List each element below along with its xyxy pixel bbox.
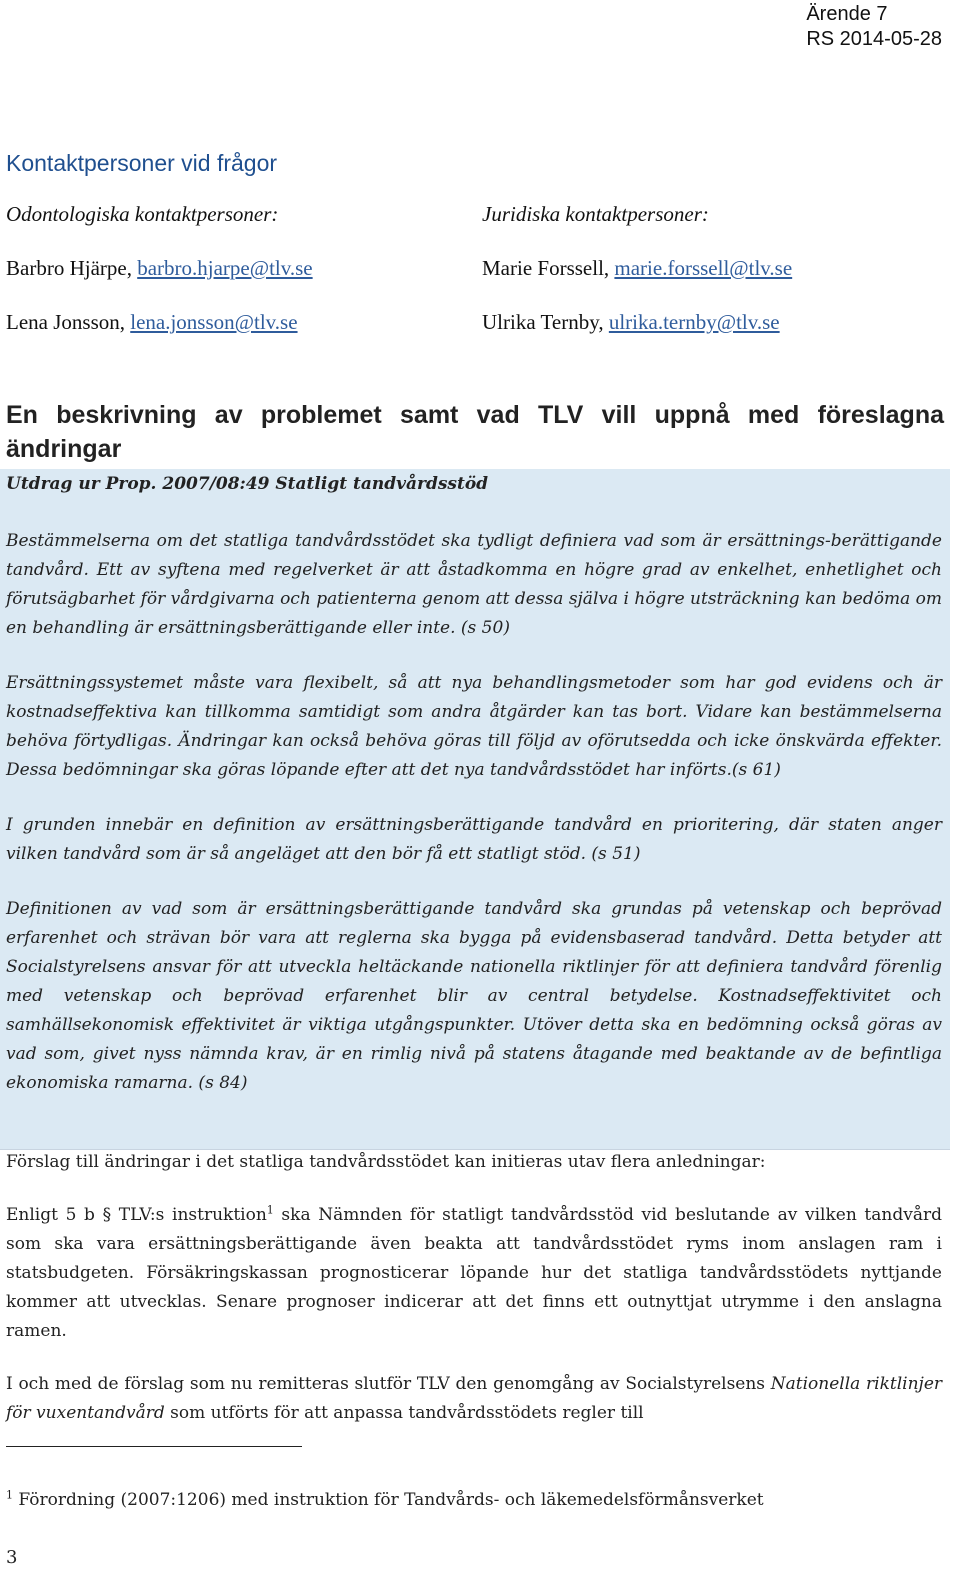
contact-name: Lena Jonsson, (6, 310, 131, 334)
contact-person (6, 308, 313, 336)
agenda-item: Ärende 7 (806, 3, 888, 25)
document-reference (806, 2, 942, 52)
email-link[interactable]: lena.jonsson@tlv.se (130, 310, 298, 334)
body-text-segment: ska Nämnden för statligt tandvårdsstöd vid beslutande av vilken tandvård som ska vara ersättningsberättigande även beakta att tandvårdsstödet ryms inom anslagen ram i statsbudgeten. Försäkringskassan prognosticerar löpande hur det statliga tandvårdsstödets nyttjande kommer att utvecklas. Senare prognoser indicerar att det finns ett outnyttjat utrymme i den anslagna ramen. (6, 1205, 942, 1341)
meeting-reference: RS 2014-05-28 (806, 28, 942, 50)
contact-name: Barbro Hjärpe, (6, 256, 138, 280)
email-link[interactable]: barbro.hjarpe@tlv.se (137, 256, 313, 280)
body-paragraph (6, 1370, 942, 1428)
body-text-segment: Enligt 5 b § TLV:s instruktion (6, 1205, 267, 1225)
section-heading: En beskrivning av problemet samt vad TLV vill uppnå med föreslagna ändringar (6, 401, 944, 463)
guideline-title: Nationella riktlinjer för vuxentandvård (6, 1374, 943, 1423)
email-link[interactable]: ulrika.ternby@tlv.se (608, 310, 780, 334)
body-intro-paragraph: Förslag till ändringar i det statliga tandvårdsstödet kan initieras utav flera anledningar: (6, 1152, 766, 1172)
footnote-separator (6, 1446, 302, 1447)
legal-contacts (482, 200, 792, 362)
legal-contacts-label: Juridiska kontaktpersoner: (482, 202, 709, 226)
page-number: 3 (6, 1547, 18, 1568)
odontological-contacts-label: Odontologiska kontaktpersoner: (6, 202, 279, 226)
contact-name: Ulrika Ternby, (482, 310, 609, 334)
email-link[interactable]: marie.forssell@tlv.se (614, 256, 793, 280)
quote-paragraph: Definitionen av vad som är ersättningsberättigande tandvård ska grundas på vetenskap och beprövad erfarenhet och strävan bör vara att reglerna ska bygga på evidensbaserad tandvård. Detta betyder att Socialstyrelsens ansvar för att utveckla heltäckande nationella riktlinjer för att definiera tandvård förenlig med vetenskap och beprövad erfarenhet blir av central betydelse. Kostnadseffektivitet och samhällsekonomisk effektivitet är viktiga utgångspunkter. Utöver detta ska en bedömning också göras av vad som, givet nyss nämnda krav, är en rimlig nivå på statens åtagande med beaktande av de befintliga ekonomiska ramarna. (s 84) (6, 899, 942, 1093)
footnote (6, 1490, 764, 1510)
contact-name: Marie Forssell, (482, 256, 615, 280)
quote-title: Utdrag ur Prop. 2007/08:49 Statligt tandvårdsstöd (6, 474, 489, 494)
footnote-marker: 1 (6, 1488, 13, 1502)
contacts-heading: Kontaktpersoner vid frågor (6, 150, 278, 176)
odontological-contacts (6, 200, 313, 362)
footnote-text: Förordning (2007:1206) med instruktion för Tandvårds- och läkemedelsförmånsverket (13, 1490, 764, 1510)
contact-person (6, 254, 313, 282)
body-text-segment: som utförts för att anpassa tandvårdsstödets regler till (164, 1403, 644, 1423)
body-text-segment: I och med de förslag som nu remitteras slutför TLV den genomgång av Socialstyrelsens (6, 1374, 771, 1394)
quote-paragraph: I grunden innebär en definition av ersättningsberättigande tandvård en prioritering, där staten anger vilken tandvård som är så angeläget att den bör få ett statligt stöd. (s 51) (6, 815, 942, 864)
body-paragraph (6, 1201, 942, 1346)
contact-person (482, 254, 792, 282)
body-text (6, 1148, 942, 1428)
quote-paragraph: Bestämmelserna om det statliga tandvårdsstödet ska tydligt definiera vad som är ersättnings-berättigande tandvård. Ett av syftena med regelverket är att åstadkomma en högre grad av enkelhet, enhetlighet och förutsägbarhet för vårdgivarna och patienterna genom att dessa själva i högre utsträckning kan bedöma om en behandling är ersättningsberättigande eller inte. (s 50) (6, 531, 942, 638)
footnote-reference[interactable]: 1 (266, 1203, 274, 1217)
contact-person (482, 308, 792, 336)
quote-body (6, 527, 942, 1124)
quote-paragraph: Ersättningssystemet måste vara flexibelt, så att nya behandlingsmetoder som har god evidens och är kostnadseffektiva kan tillkomma samtidigt som andra åtgärder kan tas bort. Vidare kan bestämmelserna behöva förtydligas. Ändringar kan också behöva göras till följd av oförutsedda och icke önskvärda effekter. Dessa bedömningar ska göras löpande efter att det nya tandvårdsstödet har införts.(s 61) (6, 673, 942, 780)
